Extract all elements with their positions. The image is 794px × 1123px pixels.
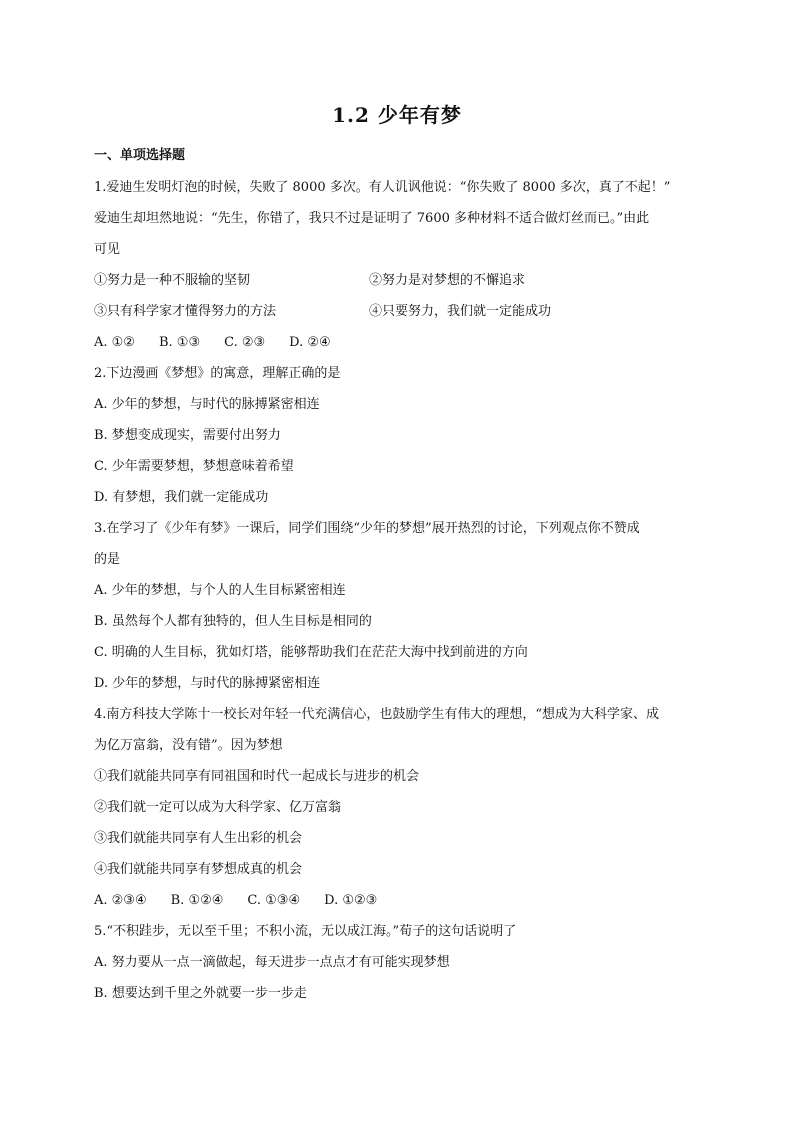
question-2-option-b: B. 梦想变成现实，需要付出努力 — [94, 428, 281, 443]
question-2-option-c: C. 少年需要梦想，梦想意味着希望 — [94, 459, 294, 474]
question-4-answer-a: A. ②③④ — [94, 893, 147, 908]
question-5-stem-line-1: 5.“不积跬步，无以至千里；不积小流，无以成江海。”荀子的这句话说明了 — [94, 924, 517, 939]
question-1-stem-line-2: 爱迪生却坦然地说：“先生，你错了，我只不过是证明了 7600 多种材料不适合做灯丝而已。”由此 — [94, 211, 650, 226]
question-1-answer-d: D. ②④ — [289, 335, 331, 350]
question-1 — [94, 172, 700, 358]
question-4-statement-3: ③我们就能共同享有人生出彩的机会 — [94, 831, 303, 846]
question-4-statement-1: ①我们就能共同享有同祖国和时代一起成长与进步的机会 — [94, 769, 420, 784]
question-4-answers — [94, 885, 700, 916]
question-2 — [94, 358, 700, 513]
question-2-stem-line-1: 2.下边漫画《梦想》的寓意，理解正确的是 — [94, 366, 341, 381]
question-5-option-a: A. 努力要从一点一滴做起，每天进步一点点才有可能实现梦想 — [94, 955, 450, 970]
question-3 — [94, 513, 700, 699]
question-1-statement-3: ③只有科学家才懂得努力的方法 — [94, 304, 277, 319]
question-1-stem-line-3: 可见 — [94, 242, 121, 257]
question-4-answer-d: D. ①②③ — [324, 893, 378, 908]
question-1-statement-1: ①努力是一种不服输的坚韧 — [94, 273, 251, 288]
question-4-statement-2: ②我们就一定可以成为大科学家、亿万富翁 — [94, 800, 342, 815]
question-3-option-d: D. 少年的梦想，与时代的脉搏紧密相连 — [94, 676, 321, 691]
question-2-option-a: A. 少年的梦想，与时代的脉搏紧密相连 — [94, 397, 320, 412]
question-4 — [94, 699, 700, 916]
question-1-stem-line-1: 1.爱迪生发明灯泡的时候，失败了 8000 多次。有人讥讽他说：“你失败了 8000 多次，真了不起！” — [94, 180, 671, 195]
question-1-statements-row-2 — [94, 296, 700, 327]
section-heading: 一、单项选择题 — [94, 148, 186, 163]
question-3-stem-line-2: 的是 — [94, 552, 121, 567]
question-4-answer-b: B. ①②④ — [170, 893, 224, 908]
question-4-statement-4: ④我们就能共同享有梦想成真的机会 — [94, 862, 303, 877]
question-1-statements-row-1 — [94, 265, 700, 296]
question-1-answers — [94, 327, 700, 358]
question-3-option-a: A. 少年的梦想，与个人的人生目标紧密相连 — [94, 583, 346, 598]
question-1-answer-a: A. ①② — [94, 335, 135, 350]
question-4-stem-line-1: 4.南方科技大学陈十一校长对年轻一代充满信心，也鼓励学生有伟大的理想，“想成为大科学家、成 — [94, 707, 660, 722]
document-title: 1.2 少年有梦 — [332, 103, 462, 127]
question-5-option-b: B. 想要达到千里之外就要一步一步走 — [94, 986, 307, 1001]
question-4-answer-c: C. ①③④ — [247, 893, 301, 908]
question-1-answer-b: B. ①③ — [158, 335, 201, 350]
question-5 — [94, 916, 700, 1009]
question-4-stem-line-2: 为亿万富翁，没有错”。因为梦想 — [94, 738, 283, 753]
question-3-option-c: C. 明确的人生目标，犹如灯塔，能够帮助我们在茫茫大海中找到前进的方向 — [94, 645, 528, 660]
question-1-statement-2: ②努力是对梦想的不懈追求 — [369, 273, 526, 288]
question-1-statement-4: ④只要努力，我们就一定能成功 — [369, 304, 552, 319]
question-3-option-b: B. 虽然每个人都有独特的，但人生目标是相同的 — [94, 614, 372, 629]
question-3-stem-line-1: 3.在学习了《少年有梦》一课后，同学们围绕“少年的梦想”展开热烈的讨论，下列观点你不赞成 — [94, 521, 640, 536]
question-1-answer-c: C. ②③ — [224, 335, 266, 350]
question-2-option-d: D. 有梦想，我们就一定能成功 — [94, 490, 269, 505]
